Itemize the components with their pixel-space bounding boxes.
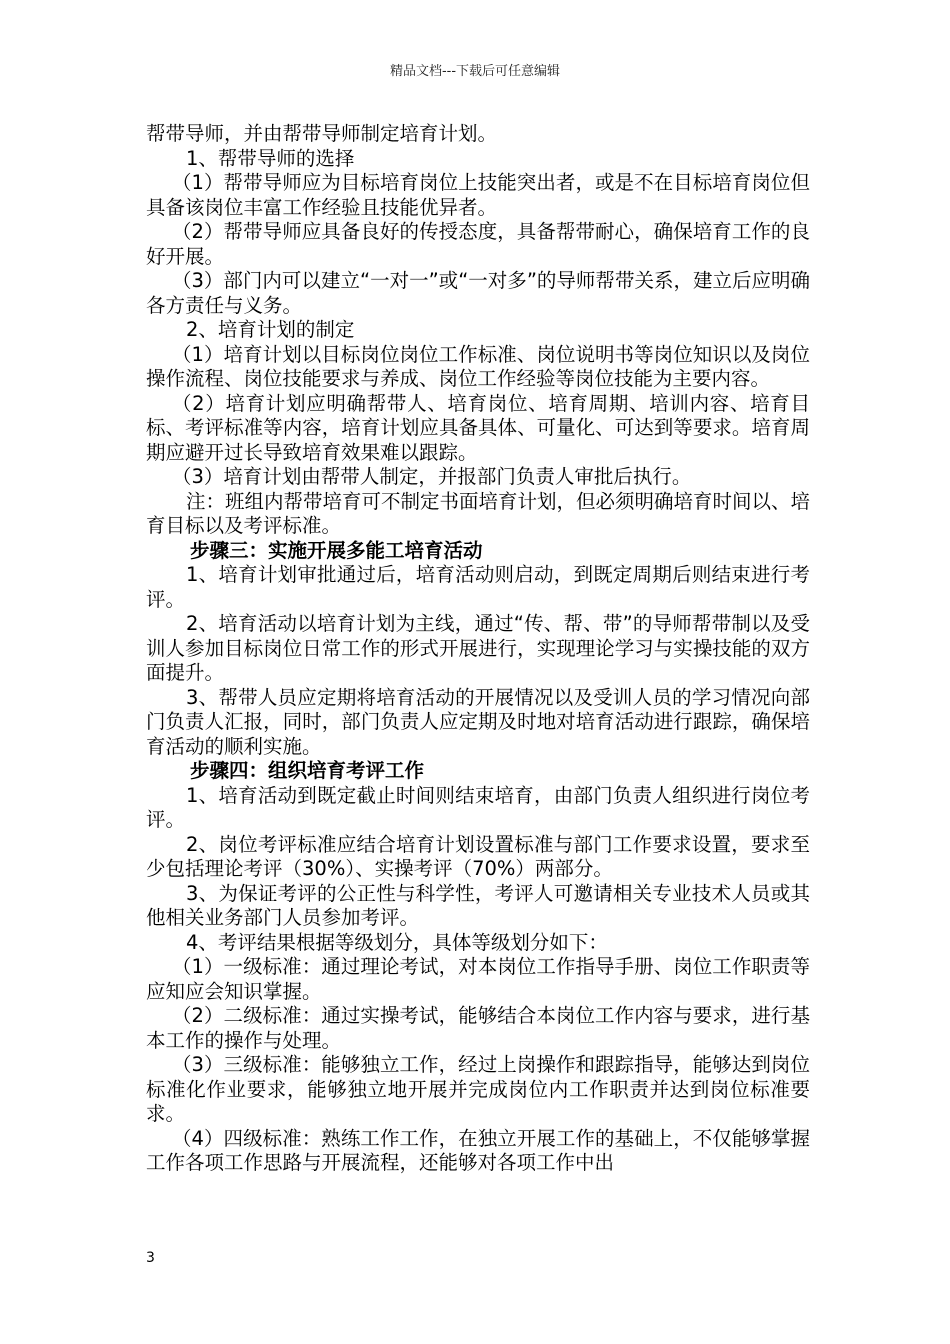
- paragraph-mentor-3: （3）部门内可以建立“一对一”或“一对多”的导师帮带关系，建立后应明确各方责任与义务。: [146, 269, 810, 317]
- document-body: [146, 122, 810, 1176]
- paragraph-step3-2: 2、培育活动以培育计划为主线，通过“传、帮、带”的导师帮带制以及受训人参加目标岗位日常工作的形式开展进行，实现理论学习与实操技能的双方面提升。: [146, 612, 810, 684]
- paragraph-mentor-2: （2）帮带导师应具备良好的传授态度，具备帮带耐心，确保培育工作的良好开展。: [146, 220, 810, 268]
- paragraph-plan-3: （3）培育计划由帮带人制定，并报部门负责人审批后执行。: [172, 465, 692, 488]
- paragraph-step4-3: 3、为保证考评的公正性与科学性，考评人可邀请相关专业技术人员或其他相关业务部门人员参加考评。: [146, 881, 810, 929]
- paragraph-level-4: （4）四级标准：熟练工作工作，在独立开展工作的基础上，不仅能够掌握工作各项工作思路与开展流程，还能够对各项工作中出: [146, 1126, 810, 1174]
- heading-step-three: 步骤三：实施开展多能工培育活动: [190, 538, 483, 562]
- paragraph-note: 注：班组内帮带培育可不制定书面培育计划，但必须明确培育时间以、培育目标以及考评标准。: [146, 489, 811, 537]
- paragraph-plan-1: （1）培育计划以目标岗位岗位工作标准、岗位说明书等岗位知识以及岗位操作流程、岗位技能要求与养成、岗位工作经验等岗位技能为主要内容。: [146, 342, 810, 390]
- paragraph-step4-2: 2、岗位考评标准应结合培育计划设置标准与部门工作要求设置，要求至少包括理论考评（30%）、实操考评（70%）两部分。: [146, 832, 810, 880]
- paragraph-step3-1: 1、培育计划审批通过后，培育活动则启动，到既定周期后则结束进行考评。: [146, 563, 810, 611]
- section-title-mentor-selection: 1、帮带导师的选择: [186, 146, 355, 170]
- paragraph-level-3: （3）三级标准：能够独立工作，经过上岗操作和跟踪指导，能够达到岗位标准化作业要求，能够独立地开展并完成岗位内工作职责并达到岗位标准要求。: [146, 1053, 810, 1125]
- page-number: 3: [146, 1250, 155, 1266]
- paragraph-step3-3: 3、帮带人员应定期将培育活动的开展情况以及受训人员的学习情况向部门负责人汇报，同时，部门负责人应定期及时地对培育活动进行跟踪，确保培育活动的顺利实施。: [146, 685, 810, 758]
- paragraph-plan-2: （2）培育计划应明确帮带人、培育岗位、培育周期、培训内容、培育目标、考评标准等内容，培育计划应具备具体、可量化、可达到等要求。培育周期应避开过长导致培育效果难以跟踪。: [146, 391, 810, 464]
- page-header: 精品文档---下载后可任意编辑: [389, 64, 561, 79]
- paragraph-mentor-1: （1）帮带导师应为目标培育岗位上技能突出者，或是不在目标培育岗位但具备该岗位丰富工作经验且技能优异者。: [146, 171, 810, 219]
- heading-step-four: 步骤四：组织培育考评工作: [190, 759, 425, 782]
- section-title-plan: 2、培育计划的制定: [186, 318, 355, 341]
- paragraph-step4-1: 1、培育活动到既定截止时间则结束培育，由部门负责人组织进行岗位考评。: [146, 783, 810, 831]
- paragraph-level-2: （2）二级标准：通过实操考试，能够结合本岗位工作内容与要求，进行基本工作的操作与处理。: [146, 1004, 810, 1052]
- paragraph-1: 帮带导师，并由帮带导师制定培育计划。: [146, 122, 498, 145]
- paragraph-step4-4: 4、考评结果根据等级划分，具体等级划分如下：: [186, 930, 608, 954]
- paragraph-level-1: （1）一级标准：通过理论考试，对本岗位工作指导手册、岗位工作职责等应知应会知识掌握。: [146, 955, 810, 1003]
